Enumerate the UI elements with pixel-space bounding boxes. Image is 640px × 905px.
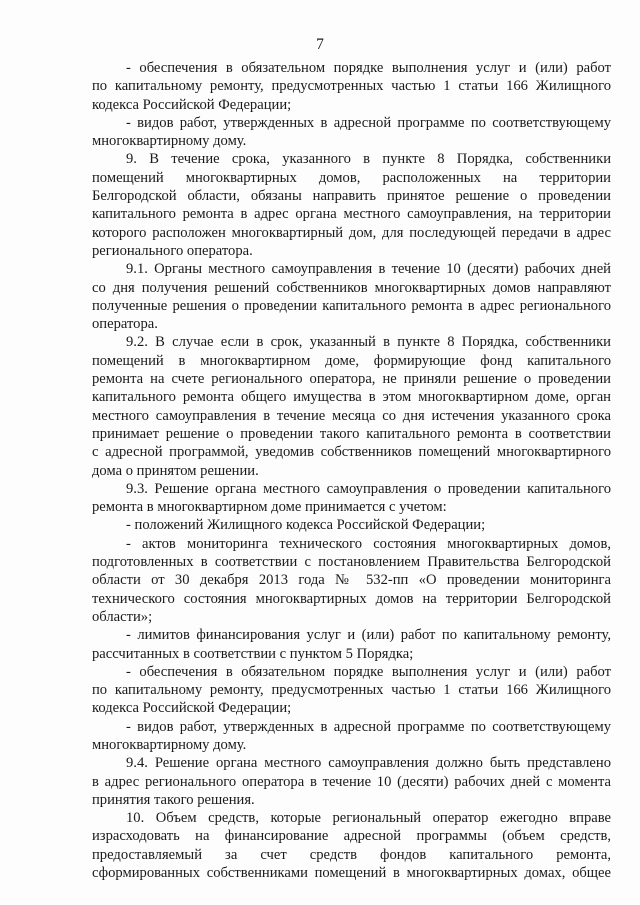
paragraph-p2 — [92, 114, 611, 151]
text-line: области от 30 декабря 2013 года № 532-пп «О проведении мониторинга — [92, 572, 611, 589]
text-line: с адресной программой, уведомив собственников помещений многоквартирного — [92, 444, 611, 461]
text-line: по капитальному ремонту, предусмотренных частью 1 статьи 166 Жилищного — [92, 78, 611, 95]
paragraph-p12 — [92, 754, 611, 809]
text-line: капитального ремонта общего имущества в этом многоквартирном доме, орган — [92, 389, 611, 406]
text-line: дома о принятом решении. — [92, 462, 259, 479]
text-line: - обеспечения в обязательном порядке выполнения услуг и (или) работ — [126, 60, 611, 76]
text-line: области»; — [92, 608, 153, 625]
text-line: регионального оператора. — [92, 242, 253, 259]
text-line: помещений многоквартирных домов, расположенных на территории — [92, 169, 611, 186]
text-line: 9.4. Решение органа местного самоуправления должно быть представлено — [126, 755, 611, 772]
text-line: 9.3. Решение органа местного самоуправления о проведении капитального — [126, 480, 611, 497]
text-line: кодекса Российской Федерации; — [92, 700, 292, 717]
text-line: Белгородской области, обязаны направить принятое решение о проведении — [92, 188, 611, 205]
paragraph-p11 — [92, 718, 611, 755]
text-line: по капитальному ремонту, предусмотренных частью 1 статьи 166 Жилищного — [92, 682, 611, 699]
text-line: сформированных собственниками помещений в многоквартирных домах, общее — [92, 865, 611, 882]
text-line: подготовленных в соответствии с постановлением Правительства Белгородской — [92, 554, 611, 571]
paragraph-p10 — [92, 663, 611, 718]
paragraph-p7 — [92, 516, 611, 534]
text-line: - положений Жилищного кодекса Российской Федерации; — [126, 517, 486, 534]
text-line: технического состояния многоквартирных домов на территории Белгородской — [92, 590, 611, 607]
paragraph-p1 — [92, 59, 611, 114]
text-line: со дня получения решений собственников многоквартирных домов направляют — [92, 279, 611, 296]
text-line: - лимитов финансирования услуг и (или) работ по капитальному ремонту, — [126, 627, 611, 644]
text-line: - обеспечения в обязательном порядке выполнения услуг и (или) работ — [126, 663, 611, 680]
text-line: - актов мониторинга технического состояния многоквартирных домов, — [126, 535, 611, 552]
text-line: полученные решения о проведении капитального ремонта в адрес регионального — [92, 297, 611, 314]
text-line: предоставляемый за счет средств фондов капитального ремонта, — [92, 846, 611, 863]
text-line: израсходовать на финансирование адресной программы (объем средств, — [92, 828, 611, 845]
text-line: помещений в многоквартирном доме, формирующие фонд капитального — [92, 352, 611, 369]
text-line: 9.1. Органы местного самоуправления в течение 10 (десяти) рабочих дней — [126, 261, 611, 278]
paragraph-p3 — [92, 150, 611, 260]
paragraph-p13 — [92, 809, 611, 882]
text-line: многоквартирному дому. — [92, 133, 247, 150]
text-line: которого расположен многоквартирный дом, для последующей передачи в адрес — [92, 224, 611, 241]
text-line: оператора. — [92, 316, 158, 333]
text-line: 10. Объем средств, которые региональный оператор ежегодно вправе — [126, 810, 611, 827]
text-line: - видов работ, утвержденных в адресной программе по соответствующему — [126, 718, 611, 735]
text-line: ремонта в многоквартирном доме принимается с учетом: — [92, 499, 447, 516]
text-line: 9.2. В случае если в срок, указанный в пункте 8 Порядка, собственники — [126, 334, 611, 351]
text-line: рассчитанных в соответствии с пунктом 5 Порядка; — [92, 645, 414, 662]
text-line: ремонта на счете регионального оператора, не приняли решение о проведении — [92, 371, 611, 388]
page-number: 7 — [316, 36, 324, 53]
text-line: в адрес регионального оператора в течение 10 (десяти) рабочих дней с момента — [92, 773, 611, 790]
paragraph-p6 — [92, 480, 611, 517]
text-line: принятия такого решения. — [92, 791, 255, 808]
text-line: многоквартирному дому. — [92, 736, 247, 753]
text-line: кодекса Российской Федерации; — [92, 96, 292, 113]
document-body — [92, 59, 611, 882]
paragraph-p5 — [92, 333, 611, 479]
paragraph-p9 — [92, 626, 611, 663]
paragraph-p4 — [92, 260, 611, 333]
text-line: принимает решение о проведении такого капитального ремонта в соответствии — [92, 425, 611, 442]
text-line: капитального ремонта в адрес органа местного самоуправления, на территории — [92, 206, 611, 223]
text-line: - видов работ, утвержденных в адресной программе по соответствующему — [126, 114, 611, 131]
paragraph-p8 — [92, 535, 611, 626]
text-line: местного самоуправления в течение месяца со дня истечения указанного срока — [92, 407, 611, 424]
text-line: 9. В течение срока, указанного в пункте 8 Порядка, собственники — [126, 151, 611, 168]
